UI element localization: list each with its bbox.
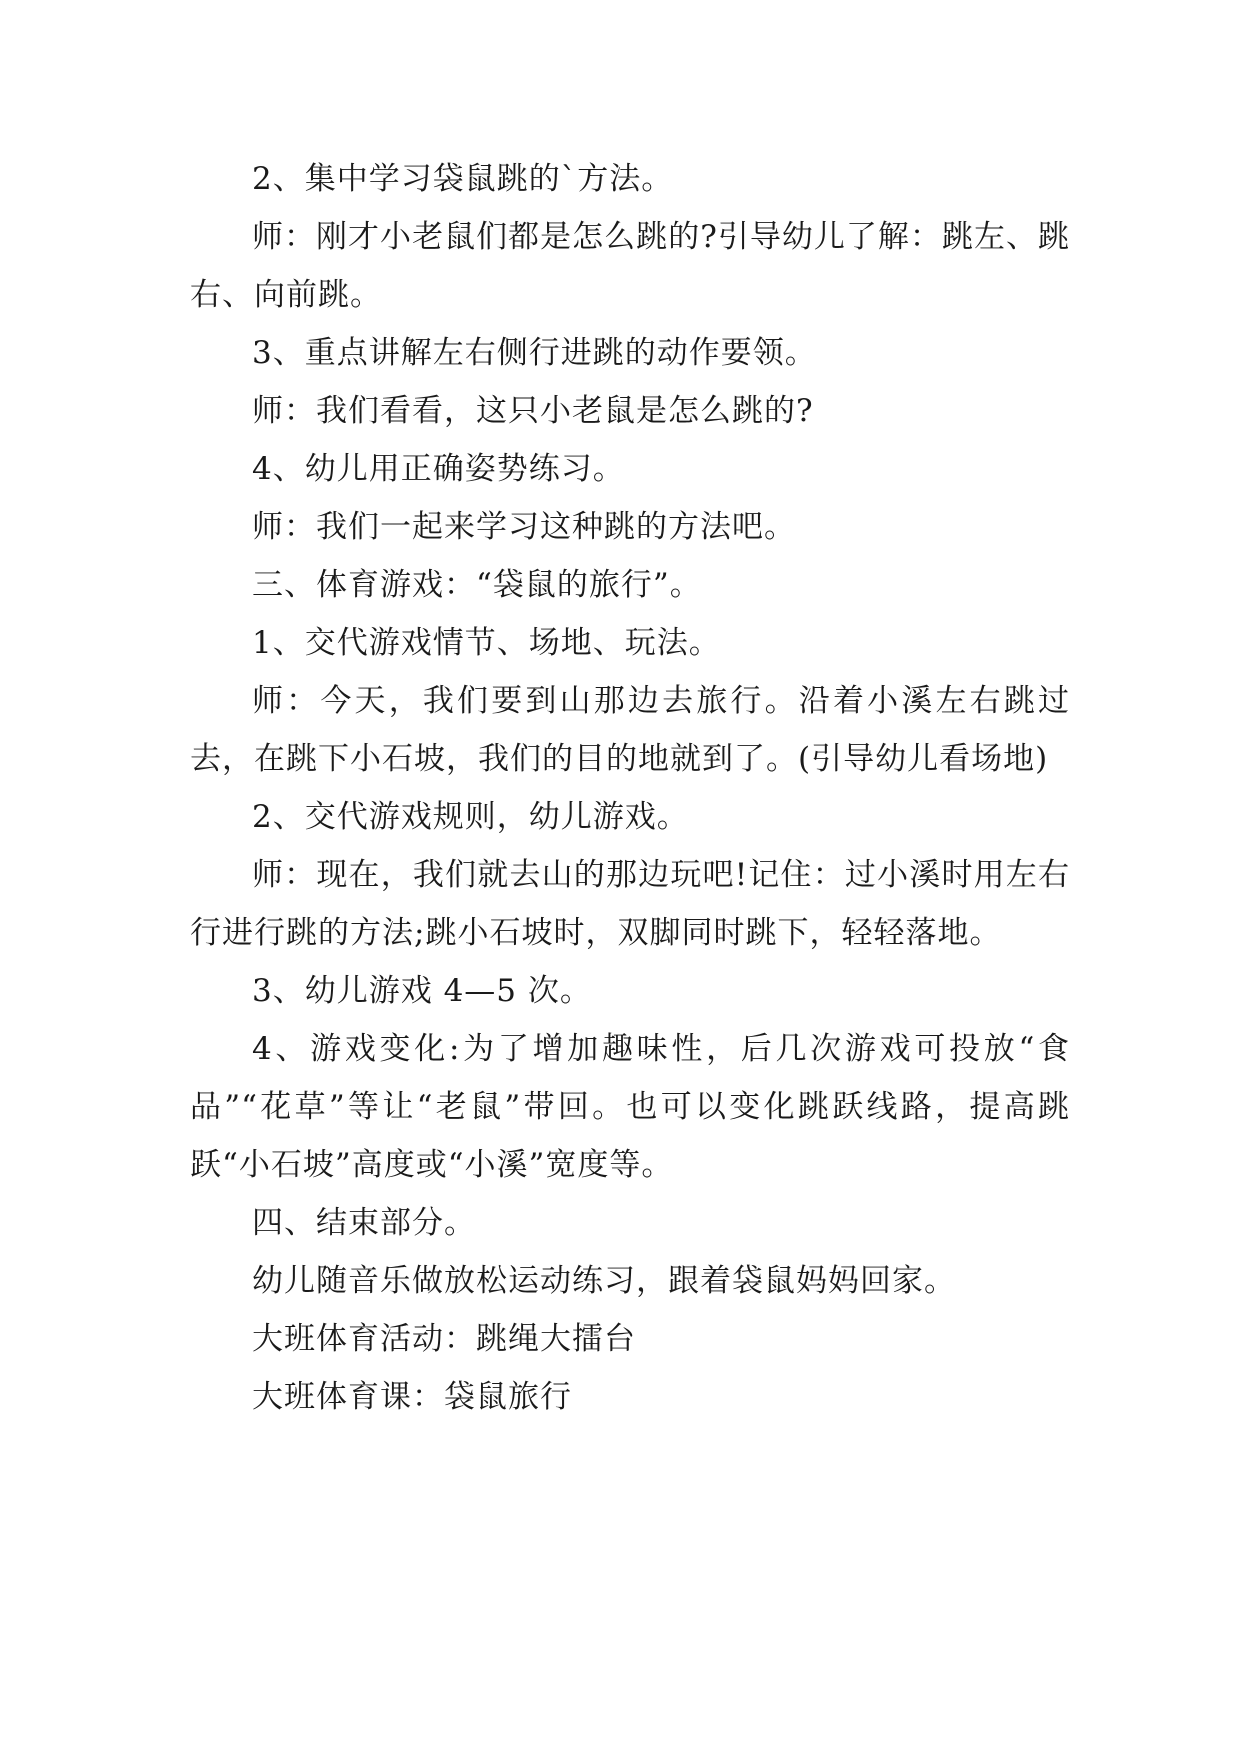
paragraph: 2、交代游戏规则，幼儿游戏。 <box>252 799 689 835</box>
related-title: 大班体育课：袋鼠旅行 <box>252 1379 572 1415</box>
related-title: 大班体育活动：跳绳大擂台 <box>252 1321 636 1357</box>
paragraph: 2、集中学习袋鼠跳的`方法。 <box>252 161 674 197</box>
paragraph: 4、游戏变化:为了增加趣味性，后几次游戏可投放“食品”“花草”等让“老鼠”带回。也可以变化跳跃线路，提高跳跃“小石坡”高度或“小溪”宽度等。 <box>190 1031 1070 1183</box>
paragraph: 4、幼儿用正确姿势练习。 <box>252 451 625 487</box>
paragraph: 师：我们看看，这只小老鼠是怎么跳的? <box>252 393 814 429</box>
paragraph: 3、幼儿游戏 4—5 次。 <box>252 973 592 1009</box>
paragraph: 师：我们一起来学习这种跳的方法吧。 <box>252 509 796 545</box>
section-heading: 四、结束部分。 <box>252 1205 476 1241</box>
paragraph: 师：今天，我们要到山那边去旅行。沿着小溪左右跳过去，在跳下小石坡，我们的目的地就到了。(引导幼儿看场地) <box>190 683 1070 777</box>
paragraph: 3、重点讲解左右侧行进跳的动作要领。 <box>252 335 817 371</box>
paragraph: 1、交代游戏情节、场地、玩法。 <box>252 625 721 661</box>
paragraph: 幼儿随音乐做放松运动练习，跟着袋鼠妈妈回家。 <box>252 1263 956 1299</box>
document-body <box>190 150 1070 1426</box>
paragraph: 师：现在，我们就去山的那边玩吧!记住：过小溪时用左右行进行跳的方法;跳小石坡时，双脚同时跳下，轻轻落地。 <box>190 857 1070 951</box>
paragraph: 师：刚才小老鼠们都是怎么跳的?引导幼儿了解：跳左、跳右、向前跳。 <box>190 219 1070 313</box>
section-heading: 三、体育游戏：“袋鼠的旅行”。 <box>252 567 702 603</box>
